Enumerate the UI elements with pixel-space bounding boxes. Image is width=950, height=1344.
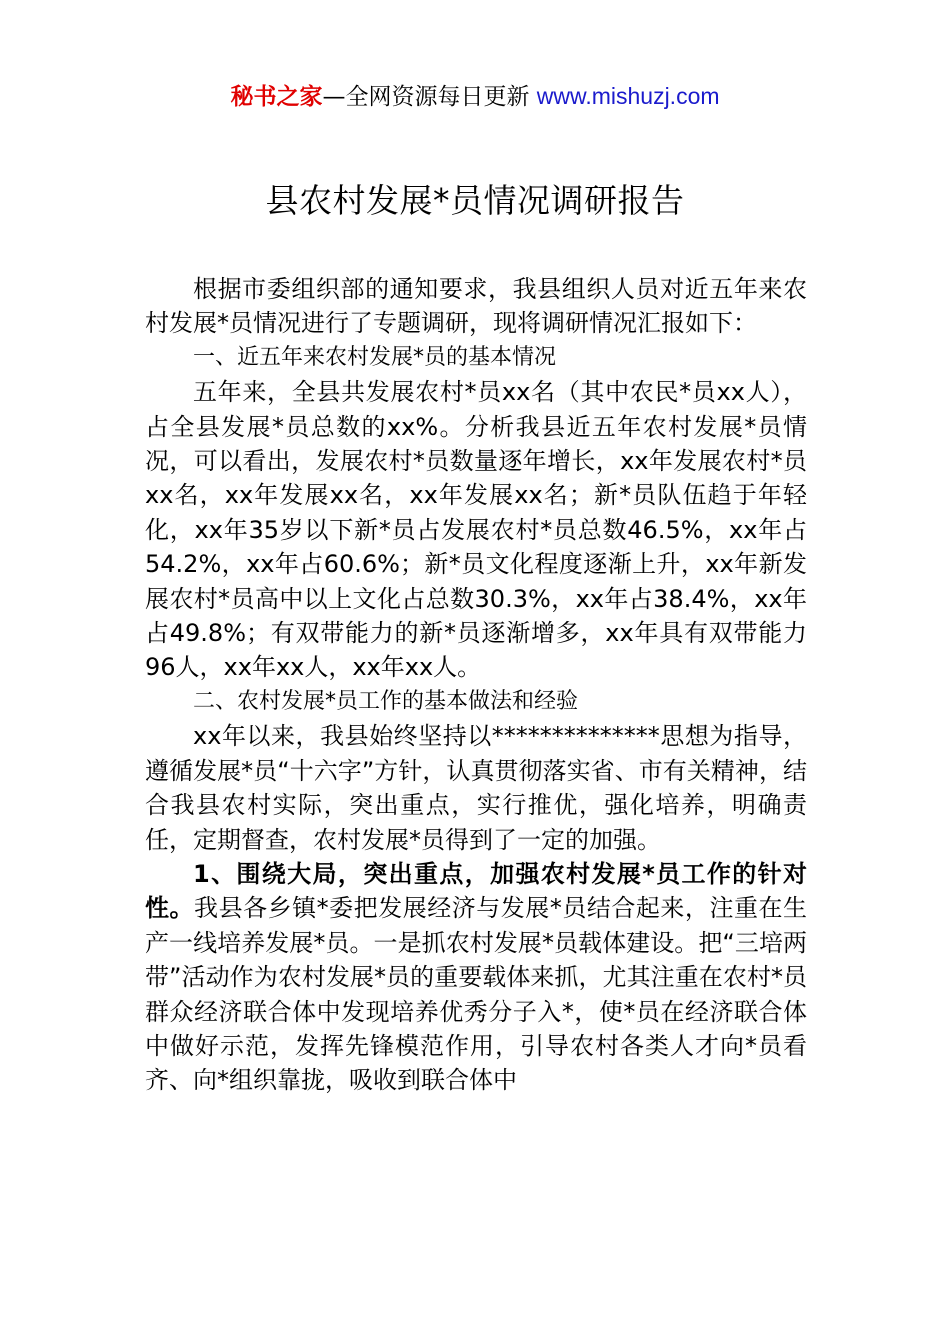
site-slogan: —全网资源每日更新 <box>322 84 537 110</box>
point-1-body: 我县各乡镇*委把发展经济与发展*员结合起来，注重在生产一线培养发展*员。一是抓农村发展*员载体建设。把“三培两带”活动作为农村发展*员的重要载体来抓，尤其注重在农村*员群众经济联合体中发现培养优秀分子入*，使*员在经济联合体中做好示范，发挥先锋模范作用，引导农村各类人才向*员看齐、向*组织靠拢，吸收到联合体中 <box>145 894 808 1095</box>
section-1-paragraph: 五年来，全县共发展农村*员xx名（其中农民*员xx人），占全县发展*员总数的xx%。分析我县近五年农村发展*员情况，可以看出，发展农村*员数量逐年增长，xx年发展农村*员xx名，xx年发展xx名，xx年发展xx名；新*员队伍趋于年轻化，xx年35岁以下新*员占发展农村*员总数46.5%，xx年占54.2%，xx年占60.6%；新*员文化程度逐渐上升，xx年新发展农村*员高中以上文化占总数30.3%，xx年占38.4%，xx年占49.8%；有双带能力的新*员逐渐增多，xx年具有双带能力96人，xx年xx人，xx年xx人。 <box>145 378 807 682</box>
site-url-link[interactable]: www.mishuzj.com <box>536 83 720 109</box>
point-1-paragraph <box>145 857 807 1098</box>
site-brand: 秘书之家 <box>230 84 323 110</box>
section-2-paragraph: xx年以来，我县始终坚持以**************思想为指导，遵循发展*员“十六字”方针，认真贯彻落实省、市有关精神，结合我县农村实际，突出重点，实行推优，强化培养，明确责任，定期督查，农村发展*员得到了一定的加强。 <box>145 722 807 854</box>
document-body <box>145 272 807 1098</box>
intro-paragraph: 根据市委组织部的通知要求，我县组织人员对近五年来农村发展*员情况进行了专题调研，现将调研情况汇报如下： <box>145 275 807 338</box>
document-title: 县农村发展*员情况调研报告 <box>265 181 685 220</box>
section-2-heading: 二、农村发展*员工作的基本做法和经验 <box>193 688 579 714</box>
site-header <box>0 80 950 113</box>
section-1-heading: 一、近五年来农村发展*员的基本情况 <box>193 344 557 370</box>
point-1-lead: 1、围绕大局，突出重点，加强农村发展*员工作的针对性。 <box>145 859 807 923</box>
